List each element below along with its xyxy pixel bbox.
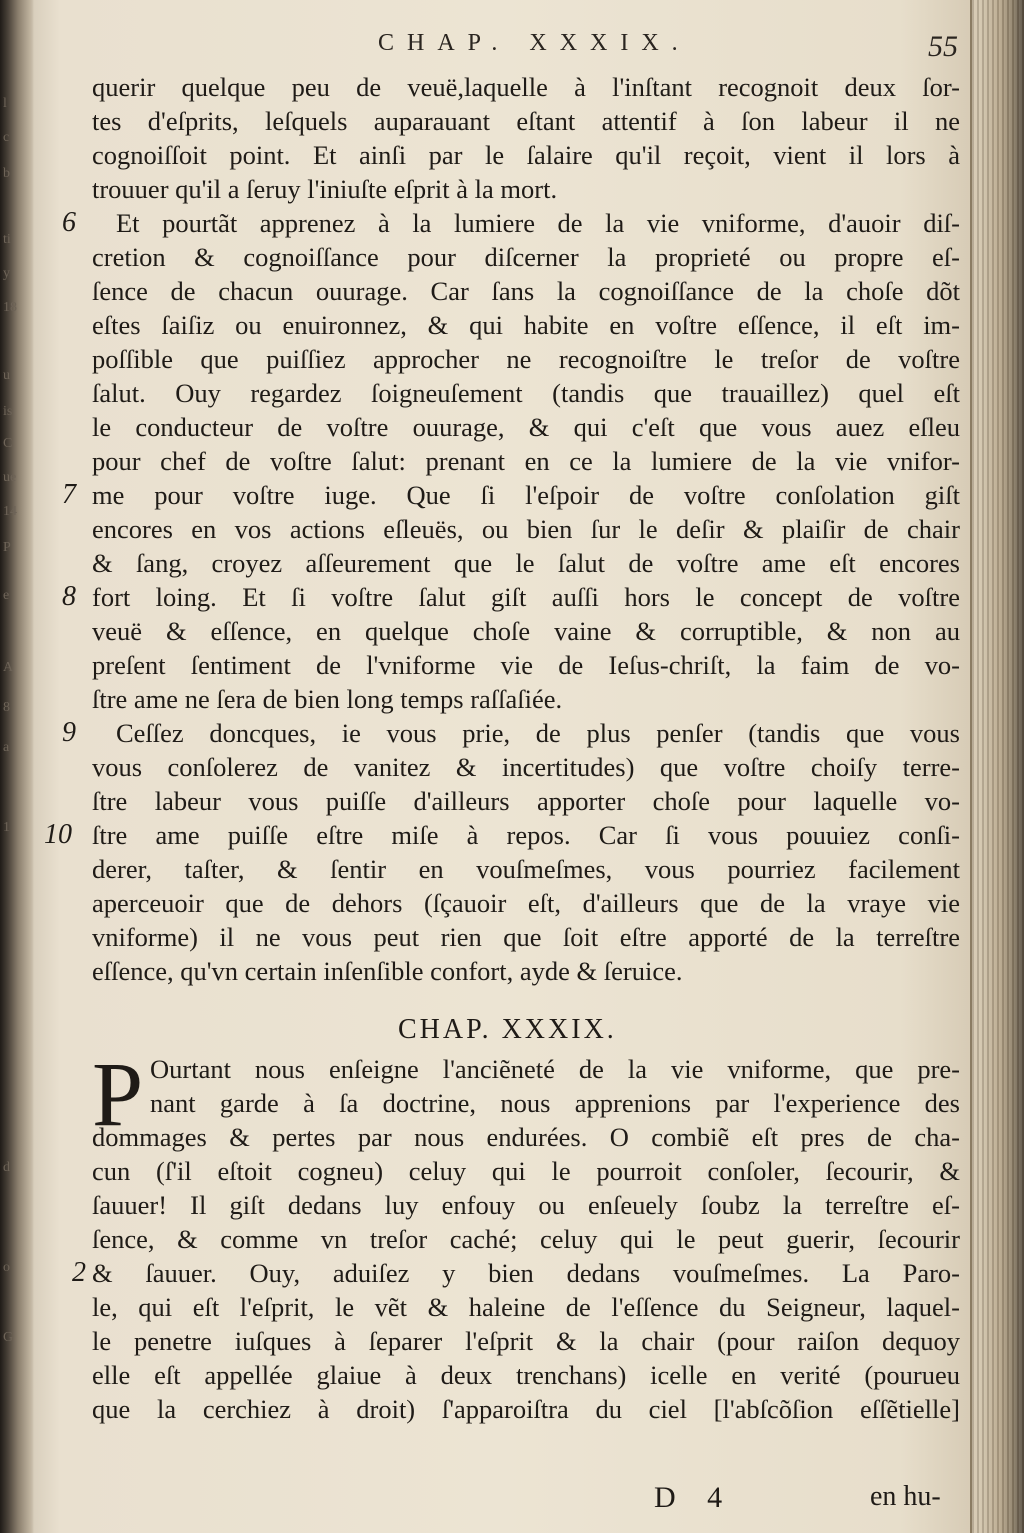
chapter-heading: CHAP. XXXIX.: [398, 1014, 617, 1045]
margin-mark: e: [3, 588, 10, 603]
margin-mark: P: [3, 540, 11, 555]
text-line: cretion & cognoiſſance pour diſcerner la proprieté ou propre eſ-: [92, 242, 960, 272]
text-line: nant garde à ſa doctrine, nous apprenions par l'experience des: [150, 1088, 960, 1118]
verse-number: 2: [72, 1257, 86, 1288]
margin-mark: o: [3, 1260, 10, 1275]
text-line: vniforme) il ne vous peut rien que ſoit eſtre apporté de la terreſtre: [92, 922, 960, 952]
margin-mark: y: [3, 266, 10, 281]
text-line: querir quelque peu de veuë,laquelle à l'inſtant recognoit deux ſor-: [92, 72, 960, 102]
text-line: cognoiſſoit point. Et ainſi par le ſalaire qu'il reçoit, vient il lors à: [92, 140, 960, 170]
verse-number: 10: [44, 819, 72, 850]
text-line: le conducteur de voſtre ouurage, & qui c'eſt que vous auez eſleu: [92, 412, 960, 442]
margin-mark: ti: [3, 232, 11, 247]
gutter-edge: [970, 0, 1024, 1533]
running-head: CHAP. XXXIX.: [378, 30, 691, 56]
text-line: le penetre iuſques à ſeparer l'eſprit & la chair (pour raiſon dequoy: [92, 1326, 960, 1356]
margin-mark: G: [3, 1330, 14, 1345]
text-line: ſence, & comme vn treſor caché; celuy qui le peut guerir, ſecourir: [92, 1224, 960, 1254]
text-line: que la cerchiez à droit) ſ'apparoiſtra du ciel [l'abſcõſion eſſẽtielle]: [92, 1394, 960, 1424]
verse-number: 8: [62, 581, 76, 612]
text-line: vous conſolerez de vanitez & incertitudes) que voſtre choiſy terre-: [92, 752, 960, 782]
text-line: Et pourtãt apprenez à la lumiere de la vie vniforme, d'auoir diſ-: [116, 208, 960, 238]
text-line: & ſauuer. Ouy, aduiſez y bien dedans vouſmeſmes. La Paro-: [92, 1258, 960, 1288]
margin-mark: A: [3, 660, 14, 675]
margin-mark: C: [3, 436, 13, 451]
text-line: cun (ſ'il eſtoit cogneu) celuy qui le pourroit conſoler, ſecourir, &: [92, 1156, 960, 1186]
text-line: pour chef de voſtre ſalut: prenant en ce la lumiere de la vie vnifor-: [92, 446, 960, 476]
margin-mark: u: [3, 368, 10, 383]
margin-mark: 8: [3, 700, 10, 715]
text-line: ſauuer! Il giſt dedans luy enfouy ou enſeuely ſoubz la terreſtre eſ-: [92, 1190, 960, 1220]
text-line: tes d'eſprits, leſquels auparauant eſtant attentif à ſon labeur il ne: [92, 106, 960, 136]
text-line: veuë & eſſence, en quelque choſe vaine & corruptible, & non au: [92, 616, 960, 646]
text-line: ſalut. Ouy regardez ſoigneuſement (tandis que trauaillez) quel eſt: [92, 378, 960, 408]
text-line: Ceſſez doncques, ie vous prie, de plus penſer (tandis que vous: [116, 718, 960, 748]
margin-mark: is: [3, 404, 13, 419]
text-line: dommages & pertes par nous endurées. O combiẽ eſt pres de cha-: [92, 1122, 960, 1152]
verse-number: 7: [62, 479, 76, 510]
text-line: aperceuoir que de dehors (ſçauoir eſt, d'ailleurs que de la vraye vie: [92, 888, 960, 918]
margin-mark: ue: [3, 470, 17, 485]
text-line: ſtre ame ne ſera de bien long temps raſſaſiée.: [92, 684, 563, 714]
text-line: fort loing. Et ſi voſtre ſalut giſt auſſi hors le concept de voſtre: [92, 582, 960, 612]
text-line: eſtes ſaiſiz ou enuironnez, & qui habite en voſtre eſſence, il eſt im-: [92, 310, 960, 340]
margin-mark: l: [3, 96, 7, 111]
margin-mark: c: [3, 130, 10, 145]
page-number: 55: [928, 30, 958, 63]
catchword: en hu-: [870, 1481, 941, 1512]
text-line: poſſible que puiſſiez approcher ne recognoiſtre le treſor de voſtre: [92, 344, 960, 374]
text-line: encores en vos actions eſleuës, ou bien ſur le deſir & plaiſir de chair: [92, 514, 960, 544]
margin-mark: 18: [3, 300, 17, 315]
verse-number: 9: [62, 717, 76, 748]
text-line: & ſang, croyez aſſeurement que le ſalut de voſtre ame eſt encores: [92, 548, 960, 578]
facing-page-edge: [0, 0, 34, 1533]
text-line: derer, taſter, & ſentir en vouſmeſmes, vous pourriez facilement: [92, 854, 960, 884]
margin-mark: d: [3, 1160, 10, 1175]
text-line: preſent ſentiment de l'vniforme vie de Ieſus-chriſt, la faim de vo-: [92, 650, 960, 680]
text-line: Ourtant nous enſeigne l'anciẽneté de la vie vniforme, que pre-: [150, 1054, 960, 1084]
drop-cap: P: [92, 1043, 144, 1145]
margin-mark: b: [3, 166, 10, 181]
text-line: ſtre ame puiſſe eſtre miſe à repos. Car ſi vous pouuiez conſi-: [92, 820, 960, 850]
text-line: me pour voſtre iuge. Que ſi l'eſpoir de voſtre conſolation giſt: [92, 480, 960, 510]
text-line: ſtre labeur vous puiſſe d'ailleurs apporter choſe pour laquelle vo-: [92, 786, 960, 816]
text-line: ſence de chacun ouurage. Car ſans la cognoiſſance de la choſe dõt: [92, 276, 960, 306]
margin-mark: 1: [3, 820, 10, 835]
text-line: trouuer qu'il a ſeruy l'iniuſte eſprit à la mort.: [92, 174, 558, 204]
text-line: le, qui eſt l'eſprit, le vẽt & haleine de l'eſſence du Seigneur, laquel-: [92, 1292, 960, 1322]
text-line: elle eſt appellée glaiue à deux trenchans) icelle en verité (pourueu: [92, 1360, 960, 1390]
text-line: eſſence, qu'vn certain inſenſible confort, ayde & ſeruice.: [92, 956, 683, 986]
verse-number: 6: [62, 207, 76, 238]
margin-mark: a: [3, 740, 10, 755]
margin-mark: 14: [3, 504, 17, 519]
signature-mark: D 4: [654, 1481, 735, 1514]
